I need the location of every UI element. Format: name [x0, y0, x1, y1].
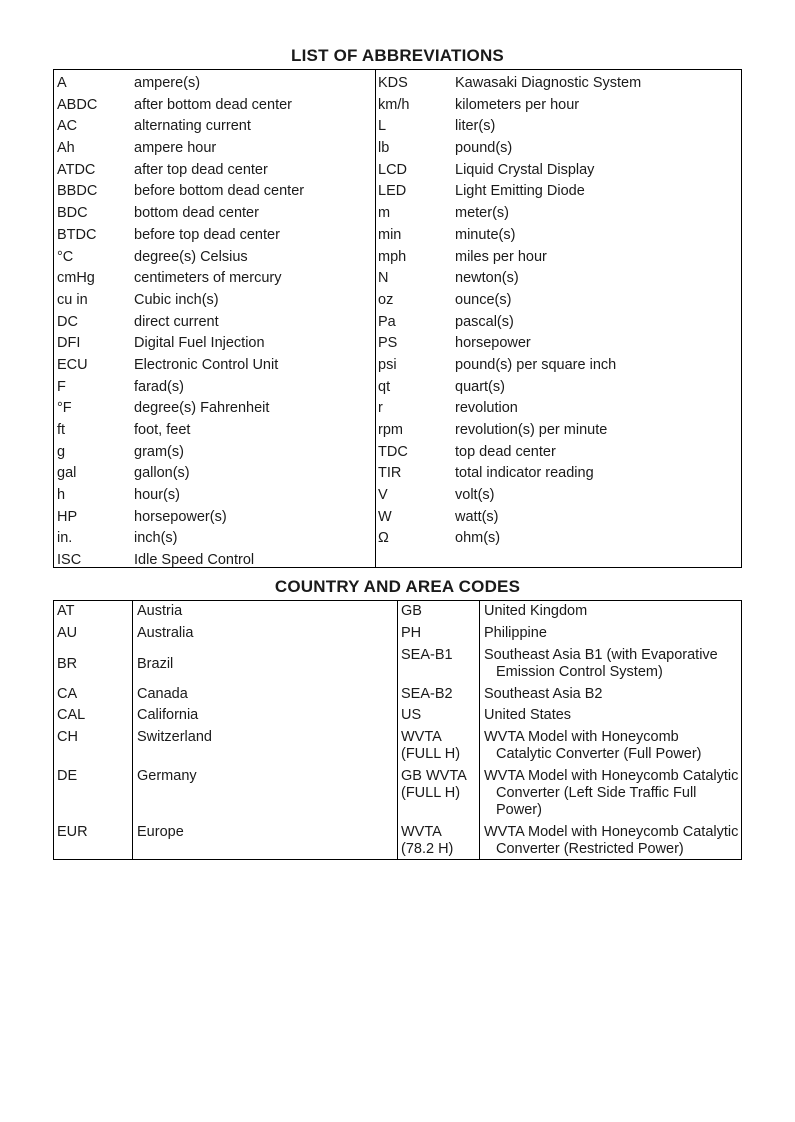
abbreviation-meaning: top dead center [455, 443, 556, 460]
country-name-line: Australia [137, 625, 194, 641]
abbreviation-code: min [378, 226, 402, 243]
abbreviation-code: BTDC [57, 226, 97, 243]
abbreviation-meaning: Liquid Crystal Display [455, 161, 595, 178]
abbreviation-code: N [378, 270, 389, 287]
country-name [137, 824, 184, 841]
abbreviation-code: Pa [378, 313, 396, 330]
country-code-line: CA [57, 686, 78, 702]
abbreviation-meaning: revolution(s) per minute [455, 422, 608, 438]
abbreviation-meaning: Kawasaki Diagnostic System [455, 75, 642, 91]
area-code-line: WVTA [401, 729, 442, 745]
area-code-line: (FULL H) [401, 746, 461, 762]
area-name-line: Philippine [484, 625, 547, 641]
area-name-line: Catalytic Converter (Full Power) [496, 746, 702, 762]
abbreviation-meaning: newton(s) [455, 270, 519, 287]
abbreviation-meaning: Digital Fuel Injection [134, 335, 265, 352]
country-name [137, 729, 212, 746]
abbreviation-code: cu in [57, 291, 88, 308]
abbreviation-meaning: degree(s) Fahrenheit [134, 400, 270, 417]
area-code-line: (78.2 H) [401, 841, 454, 857]
abbreviation-code: V [378, 487, 388, 504]
abbreviation-meaning: foot, feet [134, 422, 191, 438]
country-code [57, 656, 77, 673]
abbreviation-meaning: miles per hour [455, 248, 547, 265]
abbreviation-code: TDC [378, 443, 408, 460]
abbreviation-meaning: quart(s) [455, 378, 505, 395]
abbreviation-meaning: meter(s) [455, 205, 509, 222]
abbreviation-meaning: bottom dead center [134, 205, 259, 222]
country-code [57, 768, 77, 785]
abbreviation-meaning: watt(s) [455, 508, 499, 525]
area-code [401, 625, 421, 642]
abbreviation-code: °F [57, 400, 72, 417]
abbreviation-meaning: total indicator reading [455, 465, 594, 482]
abbreviation-code: ATDC [57, 161, 96, 178]
abbreviation-meaning: pound(s) [455, 140, 513, 157]
abbreviation-code: h [57, 487, 66, 504]
abbreviation-meaning: after bottom dead center [134, 96, 292, 113]
abbreviation-code: m [378, 205, 391, 222]
area-name-line: Southeast Asia B2 [484, 686, 603, 702]
abbreviation-meaning: ampere(s) [134, 75, 201, 91]
area-code [401, 729, 460, 763]
abbreviation-code: F [57, 378, 66, 395]
area-name [484, 647, 740, 681]
abbreviation-meaning: gallon(s) [134, 465, 190, 482]
abbreviation-meaning: pascal(s) [455, 313, 514, 330]
abbreviation-meaning: pound(s) per square inch [455, 356, 617, 373]
area-code-line: SEA-B2 [401, 686, 453, 702]
abbreviation-meaning: Electronic Control Unit [134, 356, 279, 373]
abbreviation-meaning: ounce(s) [455, 291, 512, 308]
abbreviation-code: KDS [378, 75, 408, 91]
abbreviation-code: DC [57, 313, 78, 330]
country-name [137, 768, 197, 785]
country-code [57, 824, 88, 841]
abbreviation-code: in. [57, 530, 73, 547]
area-name-line: Southeast Asia B1 (with Evaporative [484, 647, 718, 663]
area-name [484, 625, 740, 642]
abbreviation-code: HP [57, 508, 78, 525]
area-code [401, 707, 421, 724]
abbreviation-code: TIR [378, 465, 402, 482]
country-name-line: Brazil [137, 656, 174, 672]
abbreviation-meaning: liter(s) [455, 118, 496, 135]
abbreviation-code: km/h [378, 96, 410, 113]
country-name-line: Europe [137, 824, 184, 840]
abbreviation-code: rpm [378, 422, 403, 438]
abbreviation-meaning: Light Emitting Diode [455, 183, 585, 200]
area-code-line: WVTA [401, 824, 442, 840]
country-name [137, 686, 188, 703]
area-name [484, 707, 740, 724]
area-code [401, 686, 453, 703]
abbreviation-meaning: revolution [455, 400, 518, 417]
country-code-line: CAL [57, 707, 86, 723]
country-code-line: CH [57, 729, 78, 745]
area-code-line: GB WVTA [401, 768, 467, 784]
country-name [137, 656, 173, 673]
abbreviation-meaning: gram(s) [134, 443, 184, 460]
abbreviation-meaning: degree(s) Celsius [134, 248, 248, 265]
abbreviation-code: DFI [57, 335, 81, 352]
area-code [401, 647, 453, 664]
country-codes-title: COUNTRY AND AREA CODES [274, 577, 521, 596]
area-name [484, 824, 740, 858]
abbreviation-code: BDC [57, 205, 88, 222]
abbreviation-meaning: hour(s) [134, 487, 180, 504]
area-name-line: Converter (Left Side Traffic Full [496, 785, 697, 801]
area-code-line: US [401, 707, 422, 723]
abbreviation-meaning: before top dead center [134, 226, 280, 243]
abbreviations-title: LIST OF ABBREVIATIONS [291, 46, 504, 65]
column-divider [479, 601, 480, 859]
area-name-line: WVTA Model with Honeycomb [484, 729, 679, 745]
country-code [57, 686, 77, 703]
abbreviation-code: ECU [57, 356, 88, 373]
country-code [57, 625, 77, 642]
abbreviation-meaning: Idle Speed Control [134, 552, 255, 569]
abbreviation-meaning: ohm(s) [455, 530, 501, 547]
country-code [57, 729, 78, 746]
area-code-line: PH [401, 625, 422, 641]
abbreviation-meaning: alternating current [134, 118, 251, 135]
abbreviation-meaning: centimeters of mercury [134, 270, 282, 287]
abbreviation-code: oz [378, 291, 394, 308]
country-code-line: AU [57, 625, 78, 641]
abbreviation-meaning: ampere hour [134, 140, 217, 157]
area-name [484, 603, 740, 620]
area-name-line: Emission Control System) [496, 664, 663, 680]
country-codes-table [53, 600, 742, 860]
abbreviation-code: mph [378, 248, 407, 265]
area-name-line: WVTA Model with Honeycomb Catalytic [484, 768, 739, 784]
abbreviation-code: AC [57, 118, 78, 135]
area-name-line: Converter (Restricted Power) [496, 841, 684, 857]
country-code-line: AT [57, 603, 75, 619]
abbreviation-code: lb [378, 140, 390, 157]
country-name-line: Germany [137, 768, 197, 784]
area-name-line: Power) [496, 802, 542, 818]
abbreviation-code: °C [57, 248, 74, 265]
abbreviation-code: W [378, 508, 392, 525]
abbreviation-meaning: Cubic inch(s) [134, 291, 219, 308]
area-code-line: (FULL H) [401, 785, 461, 801]
country-name [137, 603, 182, 620]
abbreviation-code: cmHg [57, 270, 95, 287]
area-code-line: GB [401, 603, 422, 619]
column-divider [132, 601, 133, 859]
column-divider [397, 601, 398, 859]
abbreviation-meaning: after top dead center [134, 161, 268, 178]
abbreviation-code: qt [378, 378, 391, 395]
abbreviation-code: psi [378, 356, 397, 373]
country-code-line: BR [57, 656, 78, 672]
area-name-line: United Kingdom [484, 603, 588, 619]
area-code [401, 768, 467, 802]
country-name-line: California [137, 707, 199, 723]
country-code-line: DE [57, 768, 78, 784]
country-name-line: Canada [137, 686, 188, 702]
area-name [484, 768, 740, 819]
abbreviation-meaning: inch(s) [134, 530, 178, 547]
country-code [57, 707, 85, 724]
abbreviation-code: Ah [57, 140, 75, 157]
abbreviation-code: LCD [378, 161, 408, 178]
area-name [484, 729, 740, 763]
abbreviation-code: gal [57, 465, 77, 482]
country-name-line: Switzerland [137, 729, 212, 745]
country-code [57, 603, 74, 620]
country-name-line: Austria [137, 603, 183, 619]
abbreviation-code: r [378, 400, 383, 417]
area-code-line: SEA-B1 [401, 647, 453, 663]
abbreviation-code: PS [378, 335, 398, 352]
abbreviation-meaning: minute(s) [455, 226, 516, 243]
abbreviation-meaning: horsepower [455, 335, 531, 352]
abbreviation-meaning: kilometers per hour [455, 96, 580, 113]
area-name-line: United States [484, 707, 572, 723]
area-name [484, 686, 740, 703]
abbreviation-code: LED [378, 183, 407, 200]
abbreviation-code: ABDC [57, 96, 98, 113]
abbreviation-code: Ω [378, 530, 389, 547]
abbreviation-code: ft [57, 422, 66, 438]
abbreviation-code: L [378, 118, 387, 135]
country-code-line: EUR [57, 824, 88, 840]
area-code [401, 824, 453, 858]
abbreviations-table [53, 69, 742, 568]
abbreviation-meaning: direct current [134, 313, 219, 330]
area-code [401, 603, 422, 620]
abbreviation-meaning: horsepower(s) [134, 508, 227, 525]
abbreviation-meaning: before bottom dead center [134, 183, 305, 200]
abbreviation-meaning: volt(s) [455, 487, 495, 504]
abbreviation-meaning: farad(s) [134, 378, 184, 395]
country-name [137, 625, 193, 642]
country-name [137, 707, 198, 724]
column-divider [375, 70, 376, 567]
abbreviation-code: A [57, 75, 67, 91]
abbreviation-code: BBDC [57, 183, 98, 200]
abbreviation-code: g [57, 443, 66, 460]
abbreviation-code: ISC [57, 552, 82, 569]
area-name-line: WVTA Model with Honeycomb Catalytic [484, 824, 739, 840]
